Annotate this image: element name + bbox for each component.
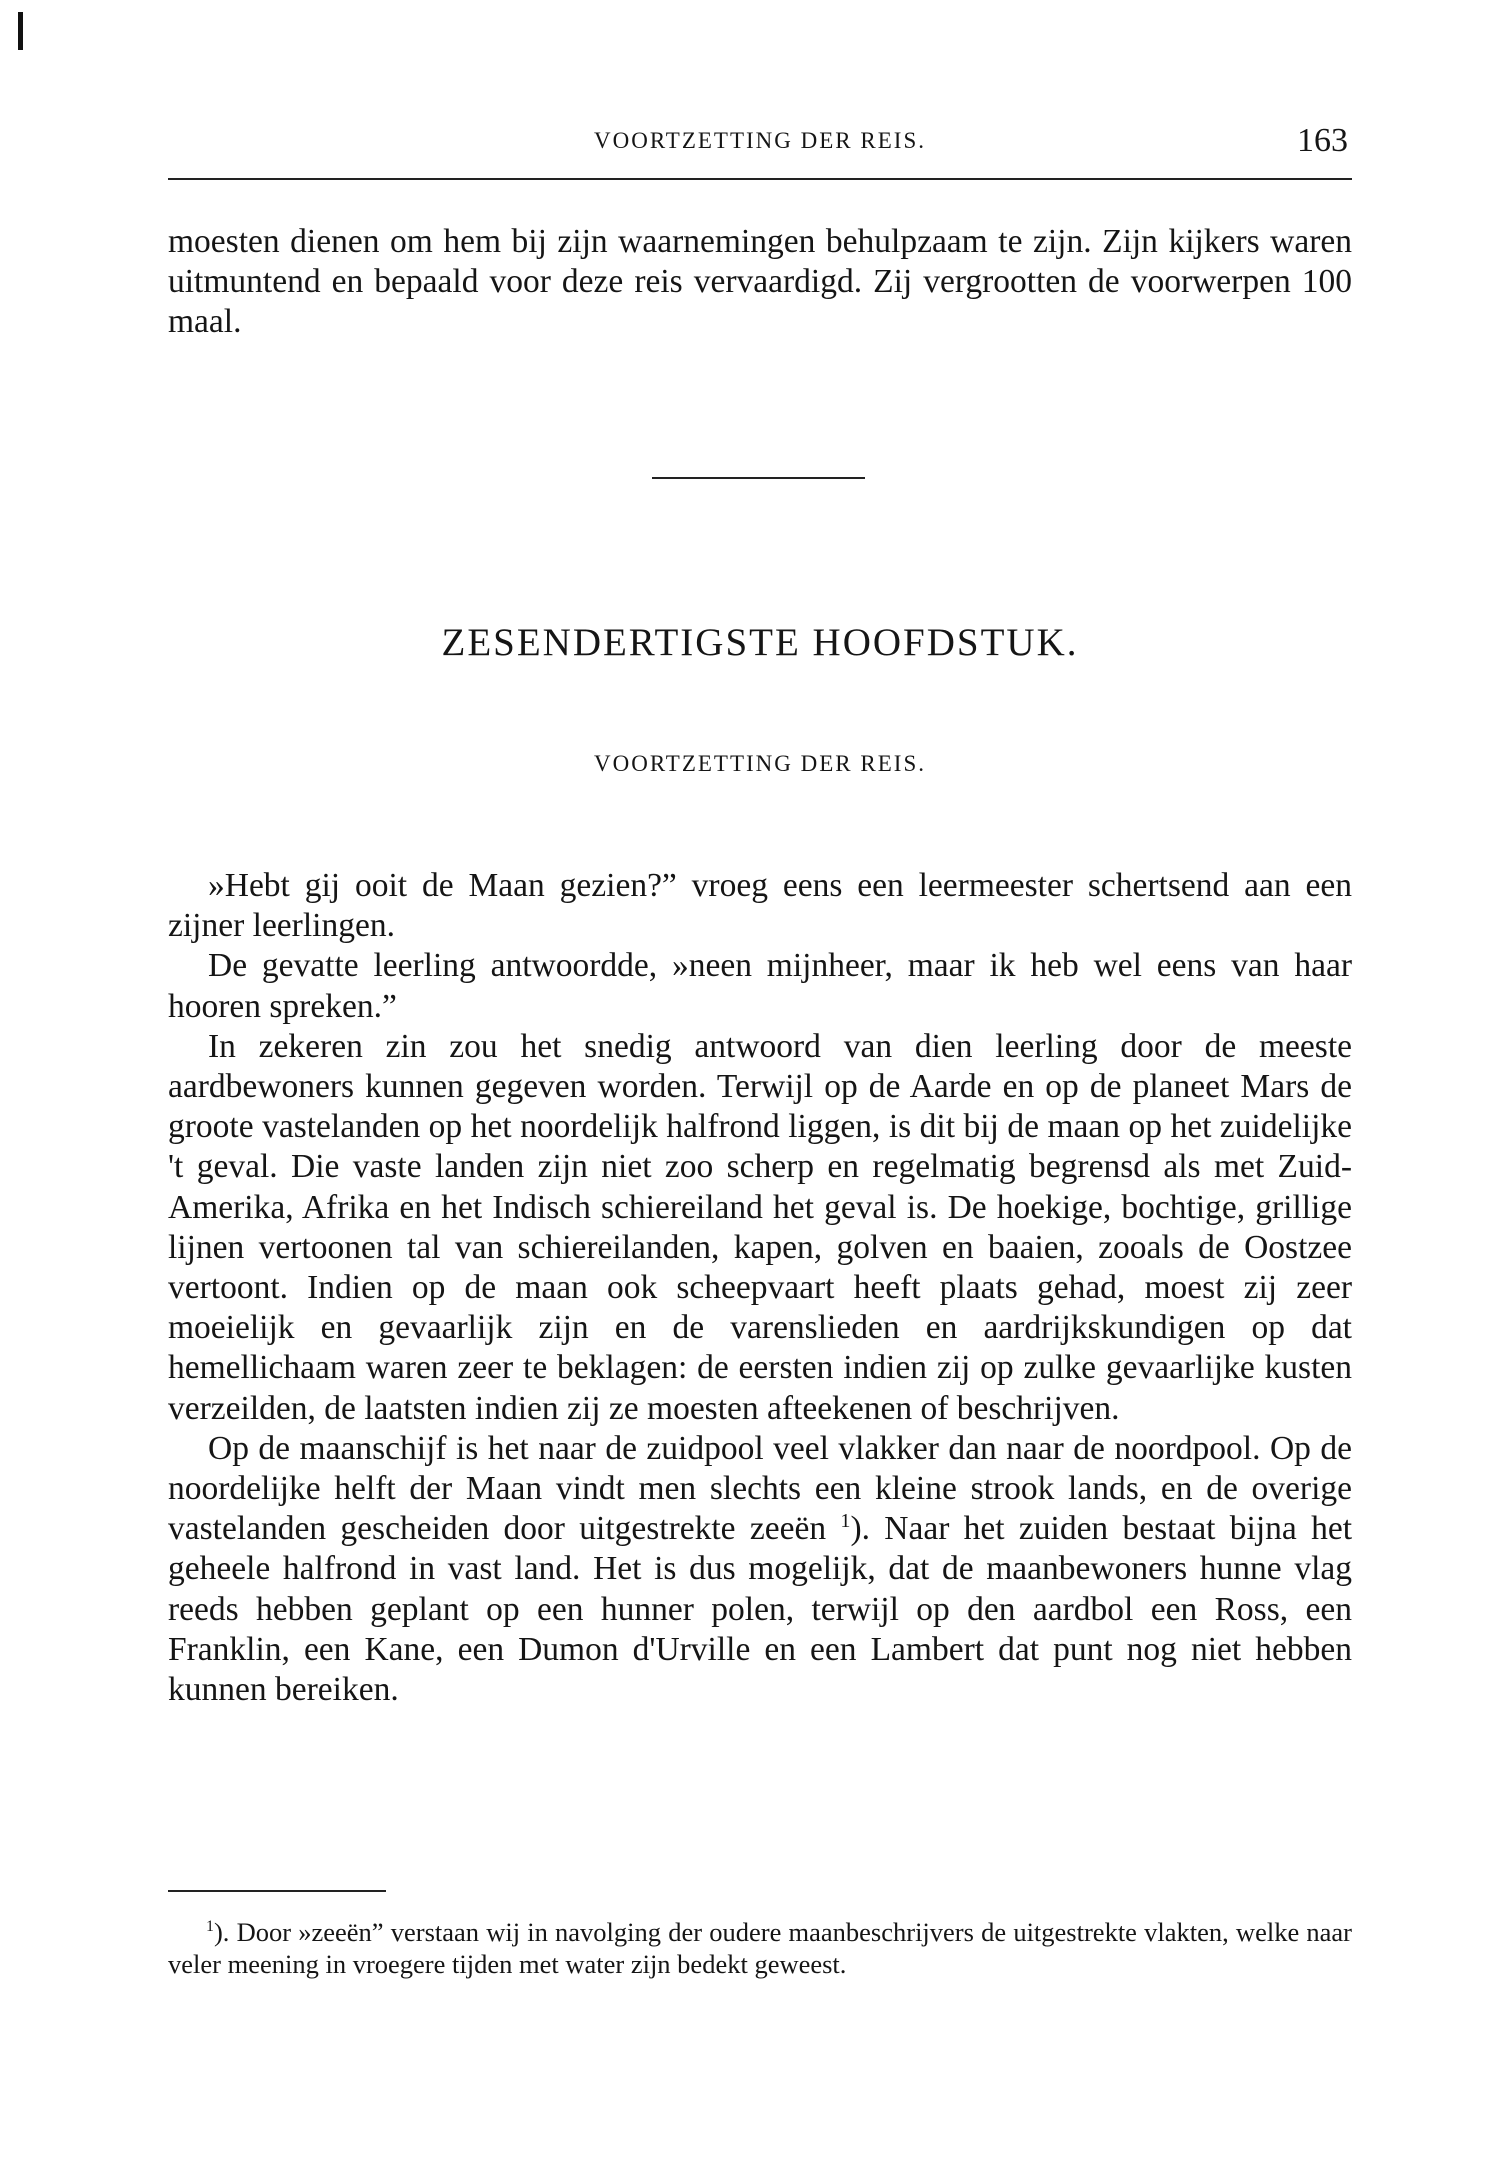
chapter-body xyxy=(168,866,1352,1710)
footnote xyxy=(168,1916,1352,1980)
section-divider xyxy=(652,477,865,479)
chapter-title: ZESENDERTIGSTE HOOFDSTUK. xyxy=(441,621,1079,664)
paragraph-text-before-note: Op de maanschijf is het naar de zuidpool veel vlakker dan naar de noordpool. Op de noordelijke helft der Maan vindt men slechts een kleine strook lands, en de overige vastelanden gescheiden door uitgestrekte zeeën xyxy=(168,1429,1352,1548)
paragraph: In zekeren zin zou het snedig antwoord van dien leerling door de meeste aardbewoners kunnen gegeven worden. Terwijl op de Aarde en op de planeet Mars de groote vastelanden op het noordelijk halfrond liggen, is dit bij de maan op het zuidelijke 't geval. Die vaste landen zijn niet zoo scherp en regelmatig begrensd als met Zuid-Amerika, Afrika en het Indisch schiereiland het geval is. De hoekige, bochtige, grillige lijnen vertoonen tal van schiereilanden, kapen, golven en baaien, zooals de Oostzee vertoont. Indien op de maan ook scheepvaart heeft plaats gehad, moest zij zeer moeielijk en gevaarlijk zijn en de varenslieden en aardrijkskundigen op dat hemellichaam waren zeer te beklagen: de eersten indien zij op zulke gevaarlijke kusten verzeilden, de laatsten indien zij ze moesten afteekenen of beschrijven. xyxy=(168,1027,1352,1427)
paragraph-with-note xyxy=(168,1429,1352,1710)
footnote-text: ). Door »zeeën” verstaan wij in navolging der oudere maanbeschrijvers de uitgestrekte vlakten, welke naar veler meening in vroegere tijden met water zijn bedekt geweest. xyxy=(168,1917,1352,1979)
paragraph: »Hebt gij ooit de Maan gezien?” vroeg eens een leermeester schertsend aan een zijner leerlingen. xyxy=(168,867,1352,945)
paragraph: De gevatte leerling antwoordde, »neen mijnheer, maar ik heb wel eens van haar hooren spreken.” xyxy=(168,947,1352,1025)
footnote-paragraph xyxy=(168,1916,1352,1980)
footnote-rule xyxy=(168,1890,386,1892)
chapter-subtitle: VOORTZETTING DER REIS. xyxy=(593,751,926,776)
footnote-reference: 1 xyxy=(840,1510,851,1533)
scan-edge-mark xyxy=(18,12,23,50)
footnote-marker: 1 xyxy=(206,1918,214,1936)
continuation-paragraph: moesten dienen om hem bij zijn waarnemingen behulpzaam te zijn. Zijn kijkers waren uitmuntend en bepaald voor deze reis vervaardigd. Zij vergrootten de voorwerpen 100 maal. xyxy=(168,223,1352,341)
page-number: 163 xyxy=(1297,122,1348,159)
header-rule xyxy=(168,178,1352,180)
running-title: VOORTZETTING DER REIS. xyxy=(593,128,926,153)
paragraph-text-after-note: ). Naar het zuiden bestaat bijna het geheele halfrond in vast land. Het is dus mogelijk, dat de maanbewoners hunne vlag reeds hebben geplant op een hunner polen, terwijl op den aardbol een Ross, een Franklin, een Kane, een Dumon d'Urville en een Lambert dat punt nog niet hebben kunnen bereiken. xyxy=(168,1510,1353,1709)
running-header xyxy=(168,122,1352,162)
continuation-text xyxy=(168,222,1352,343)
